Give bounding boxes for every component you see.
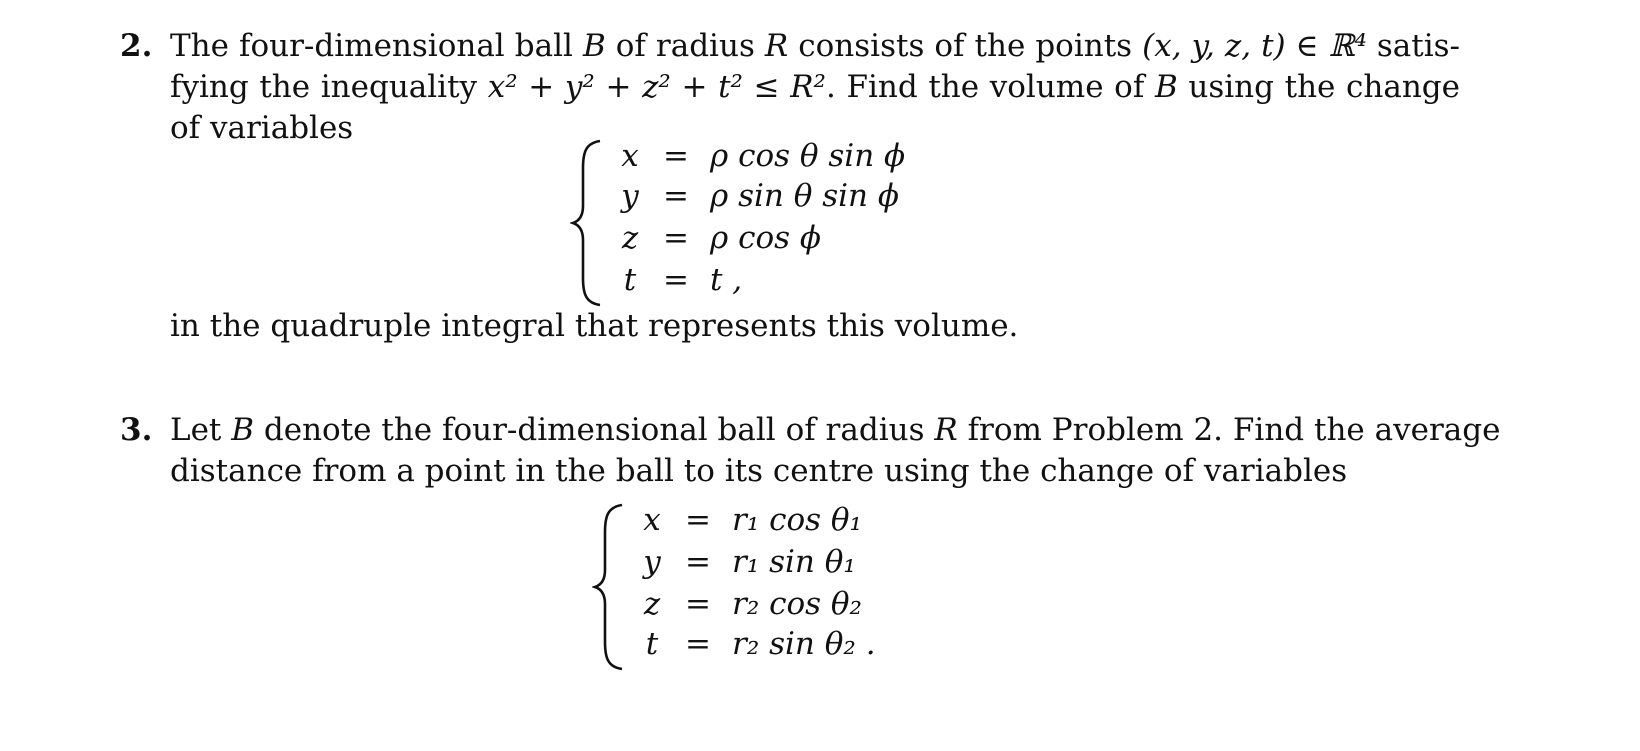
problem-2-continuation xyxy=(120,306,1460,347)
problem-number: 3. xyxy=(120,412,153,448)
ball-symbol: B xyxy=(231,412,255,448)
statement-line: distance from a point in the ball to its centre using the change of variables xyxy=(170,453,1348,489)
problem-2 xyxy=(120,26,1460,149)
statement-line: fying the inequality x² + y² + z² + t² ≤ R². Find the volume of B using the change xyxy=(170,69,1460,105)
point-tuple: (x, y, z, t) ∈ ℝ⁴ xyxy=(1142,28,1367,64)
statement-line: of variables xyxy=(170,110,354,146)
ball-symbol: B xyxy=(582,28,606,64)
change-of-variables-system: x = ρ cos θ sin ϕ y = ρ sin θ sin ϕ z = ρ cos ϕ t = t , xyxy=(570,138,930,308)
change-of-variables-system: x = r₁ cos θ₁ y = r₁ sin θ₁ z = r₂ cos θ₂ t = r₂ sin θ₂ . xyxy=(592,502,952,672)
problem-statement xyxy=(170,410,1501,492)
left-brace xyxy=(570,138,604,308)
inequality: x² + y² + z² + t² ≤ R² xyxy=(487,69,826,105)
problem-3 xyxy=(120,410,1501,492)
problem-number: 2. xyxy=(120,28,153,64)
statement-line: in the quadruple integral that represents this volume. xyxy=(170,308,1019,344)
left-brace xyxy=(592,502,626,672)
radius-symbol: R xyxy=(764,28,789,64)
statement-line: Let B denote the four-dimensional ball of radius R from Problem 2. Find the average xyxy=(170,412,1501,448)
ball-symbol: B xyxy=(1154,69,1178,105)
statement-line: The four-dimensional ball B of radius R consists of the points (x, y, z, t) ∈ ℝ⁴ satis- xyxy=(170,28,1460,64)
problem-statement xyxy=(170,26,1460,149)
radius-symbol: R xyxy=(934,412,958,448)
